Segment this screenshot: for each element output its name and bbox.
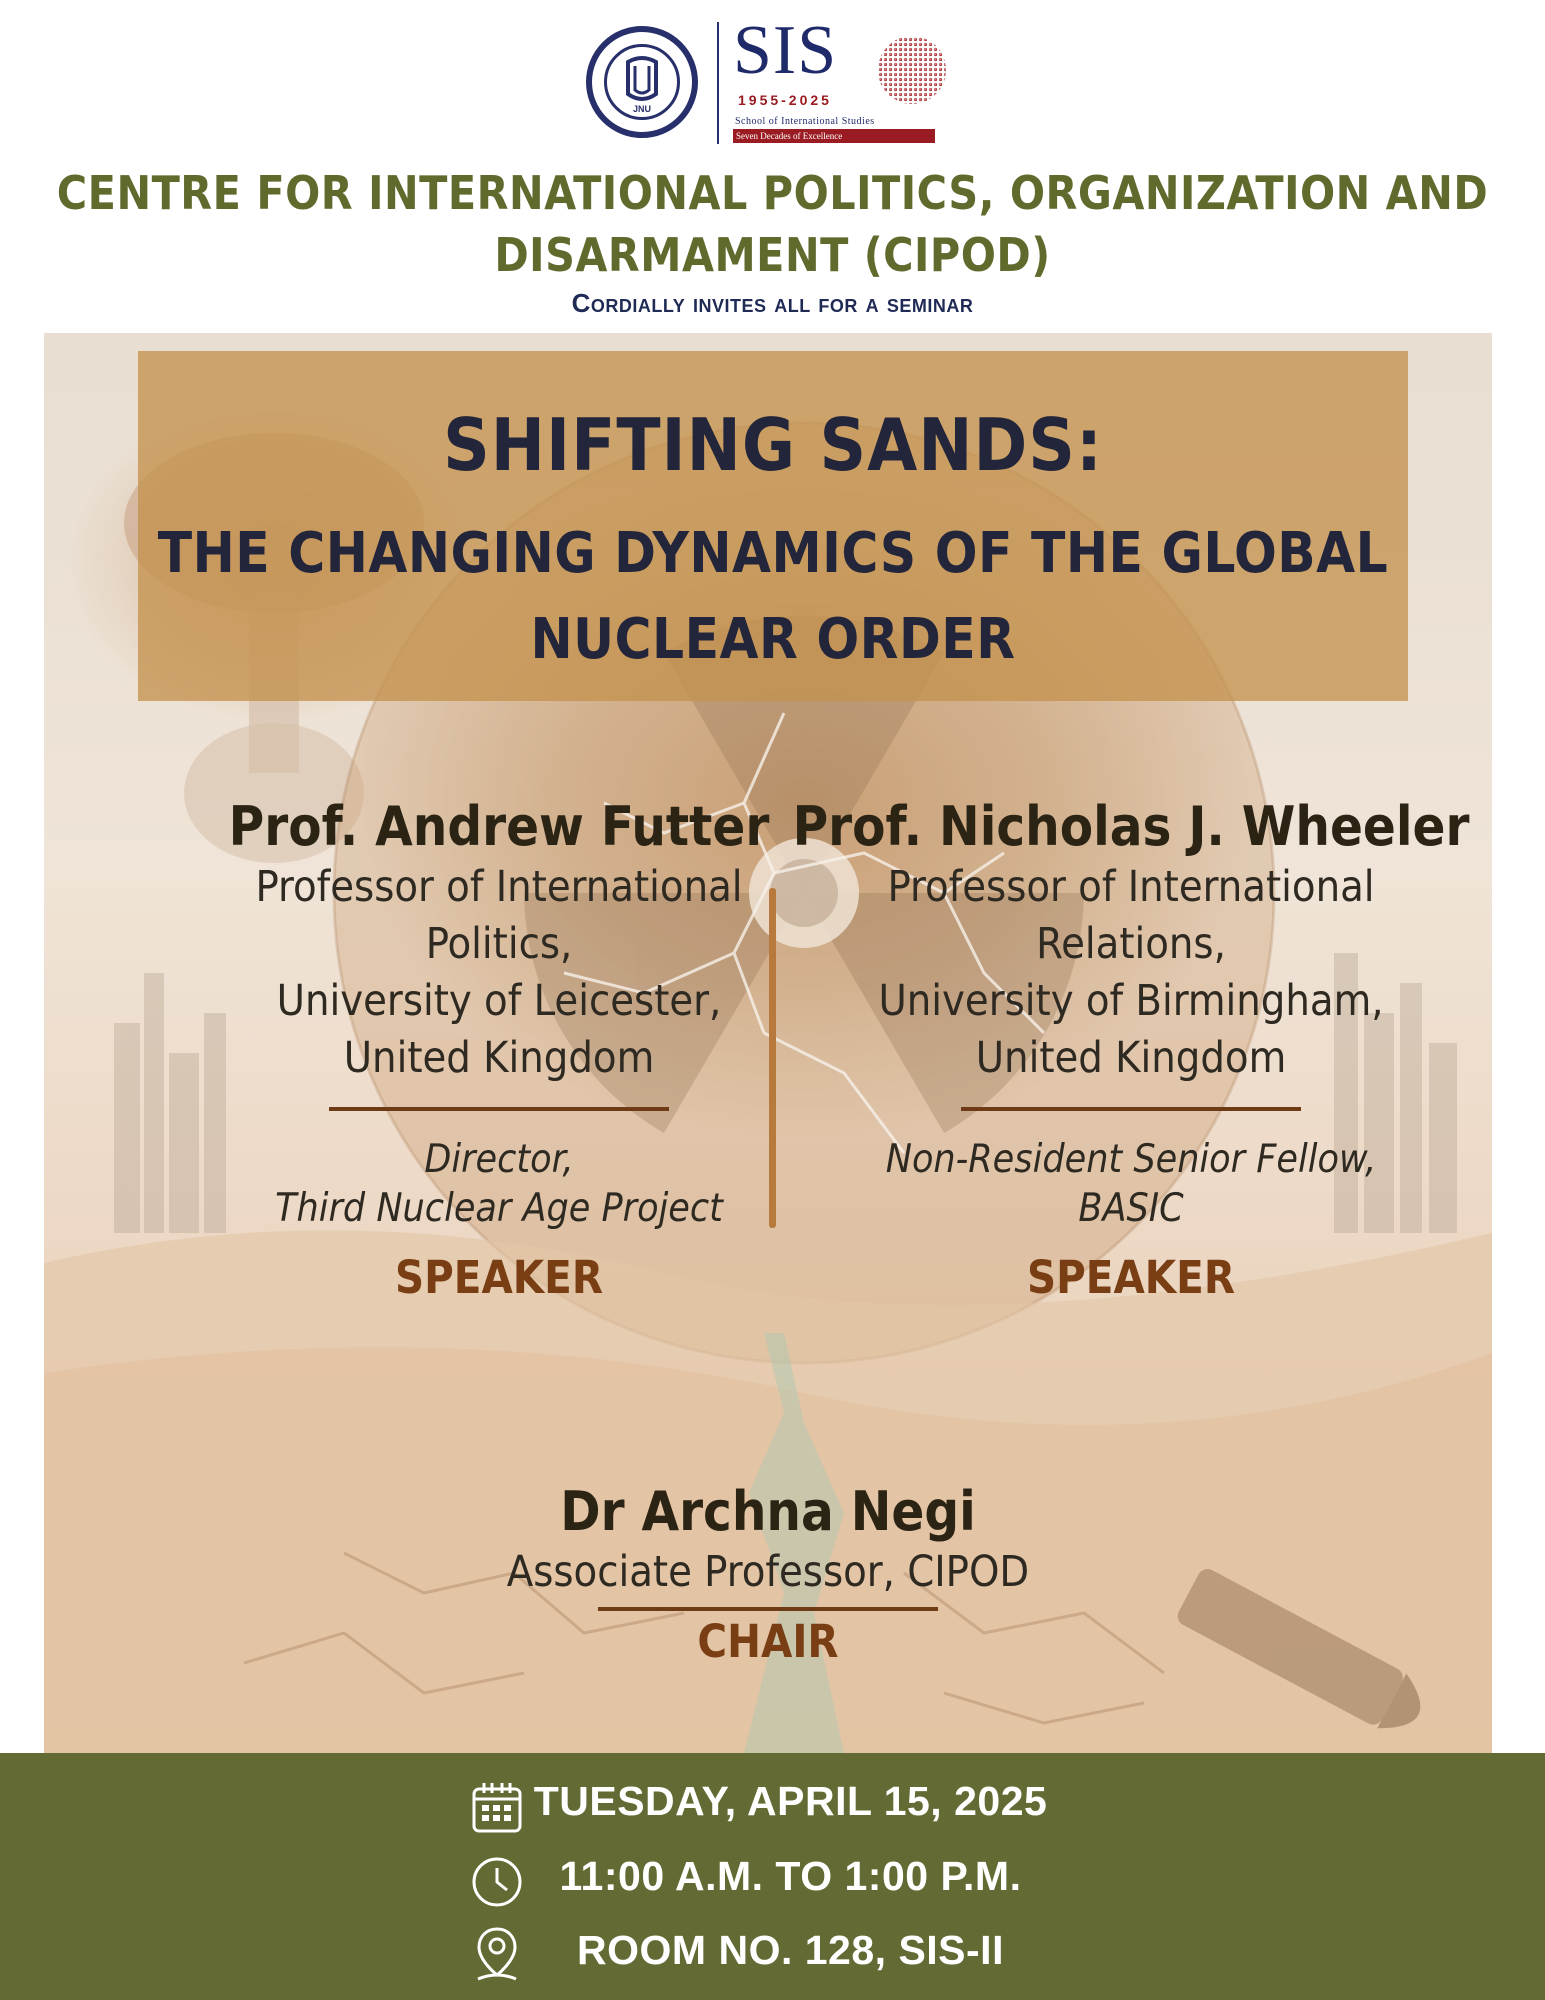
speaker-name: Prof. Andrew Futter [228,795,770,858]
speaker-card-wheeler [786,795,1476,1304]
logo-divider [717,22,719,144]
speaker-label: SPEAKER [394,1251,604,1304]
speaker-separator [769,888,776,1228]
poster-background [44,333,1492,1753]
centre-name-line1: CENTRE FOR INTERNATIONAL POLITICS, ORGANIZATION AND [56,166,1489,220]
event-date: TUESDAY, APRIL 15, 2025 [533,1778,1048,1824]
speaker-label: SPEAKER [1026,1251,1236,1304]
seminar-subtitle [138,511,1408,683]
speaker-position: Director, Third Nuclear Age Project [275,1137,723,1231]
chair-affiliation: Associate Professor, CIPOD [506,1547,1030,1597]
speaker-name: Prof. Nicholas J. Wheeler [792,795,1470,858]
jnu-seal-logo [586,26,698,138]
jnu-seal-text: JNU [632,104,652,114]
speaker-affiliation: Professor of International Politics, University of Leicester, United Kingdom [255,862,743,1083]
title-band [138,351,1408,701]
event-time: 11:00 A.M. TO 1:00 P.M. [559,1853,1022,1899]
event-venue: ROOM NO. 128, SIS-II [577,1927,1004,1973]
logo-group [580,12,980,152]
sis-years: 1955-2025 [738,92,832,108]
speaker-divider [961,1107,1301,1111]
sis-tagline: Seven Decades of Excellence [733,129,935,143]
dotted-globe-icon [868,22,948,112]
seminar-subtitle-line1: THE CHANGING DYNAMICS OF THE GLOBAL [157,521,1389,586]
chair-card [418,1480,1118,1668]
invitation-text: Cordially invites all for a seminar [571,288,974,318]
speaker-card-futter [154,795,844,1304]
chair-divider [598,1607,938,1611]
sis-logo-text: SIS [733,12,838,89]
speaker-position: Non-Resident Senior Fellow, BASIC [885,1137,1377,1231]
chair-name: Dr Archna Negi [560,1480,976,1543]
centre-name-line2: DISARMAMENT (CIPOD) [494,228,1051,282]
speaker-divider [329,1107,669,1111]
chair-label: CHAIR [697,1615,839,1668]
event-details-footer [0,1753,1545,2000]
speaker-affiliation: Professor of International Relations, University of Birmingham, United Kingdom [878,862,1384,1083]
sis-school-name: School of International Studies [735,116,875,127]
seminar-subtitle-line2: NUCLEAR ORDER [530,607,1016,672]
seminar-title: SHIFTING SANDS: [443,403,1103,487]
centre-name [0,162,1545,286]
